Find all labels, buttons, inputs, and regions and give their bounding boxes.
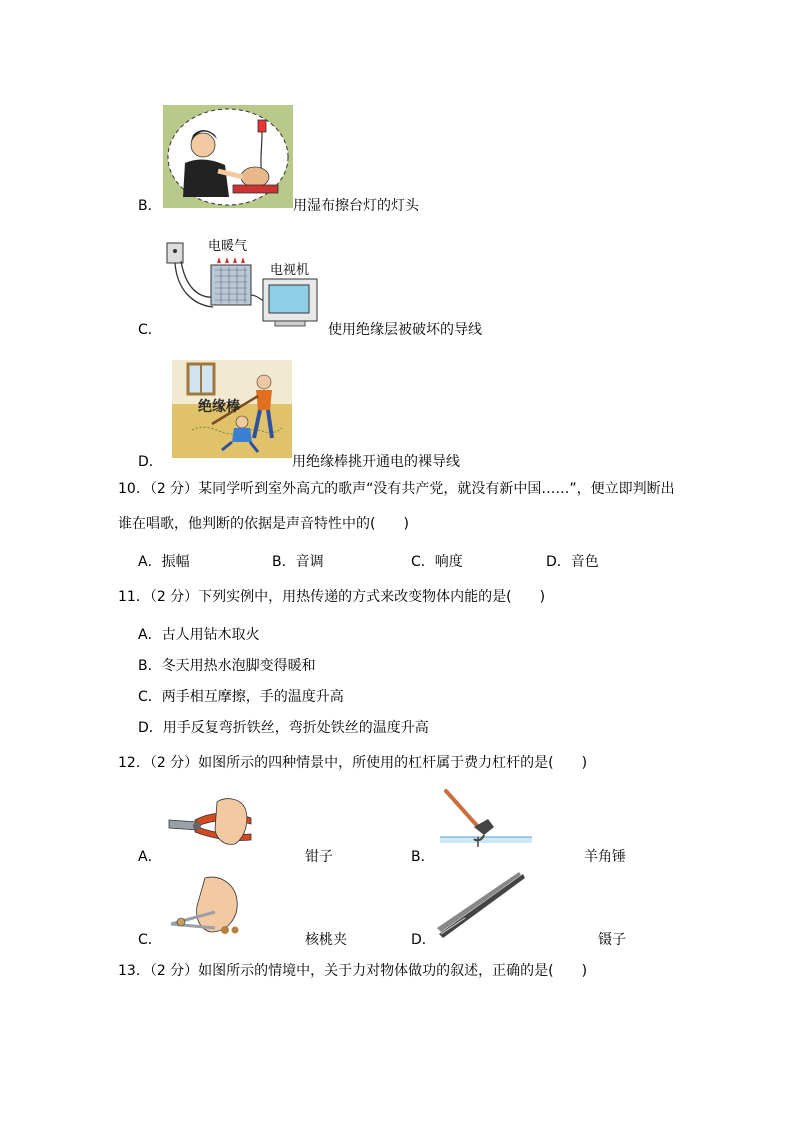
q10-option-b: B．音调: [272, 554, 324, 570]
q11-option-a: A．古人用钻木取火: [138, 627, 260, 643]
q12-option-b-letter: B．: [411, 849, 435, 865]
figure-claw-hammer: [440, 787, 532, 849]
q12-option-d-text: 镊子: [598, 932, 626, 948]
q10-option-a: A．振幅: [138, 554, 190, 570]
q12-option-a-letter: A．: [138, 849, 162, 865]
q11-option-b: B．冬天用热水泡脚变得暖和: [138, 658, 316, 674]
q13-stem: 13．（2 分）如图所示的情境中，关于力对物体做功的叙述，正确的是( ): [118, 963, 588, 979]
q10-stem-line2: 谁在唱歌，他判断的依据是声音特性中的( ): [118, 516, 409, 532]
q9-option-b-text: 用湿布擦台灯的灯头: [293, 198, 419, 214]
label-heater: 电暖气: [208, 239, 248, 254]
q11-stem: 11．（2 分）下列实例中，用热传递的方式来改变物体内能的是( ): [118, 589, 546, 605]
q10-stem-line1: 10．（2 分）某同学听到室外高亢的歌声“没有共产党，就没有新中国……”，便立即判断出: [118, 481, 675, 497]
label-insulated-rod: 绝缘棒: [198, 399, 240, 415]
q9-option-b-letter: B．: [138, 198, 162, 214]
figure-pliers: [165, 790, 255, 848]
q10-option-d: D．音色: [546, 554, 599, 570]
q12-option-d-letter: D．: [411, 932, 436, 948]
label-tv: 电视机: [270, 263, 310, 278]
figure-tweezers: [435, 868, 527, 940]
q9-option-d-text: 用绝缘棒挑开通电的裸导线: [292, 454, 460, 470]
q12-option-c-letter: C．: [138, 932, 162, 948]
q11-option-d: D．用手反复弯折铁丝，弯折处铁丝的温度升高: [138, 720, 429, 736]
figure-wet-cloth-lamp: [163, 105, 293, 208]
q9-option-d-letter: D．: [138, 454, 163, 470]
q12-stem: 12．（2 分）如图所示的四种情景中，所使用的杠杆属于费力杠杆的是( ): [118, 755, 588, 771]
figure-nutcracker: [165, 870, 247, 940]
q10-option-c: C．响度: [411, 554, 463, 570]
q12-option-c-text: 核桃夹: [305, 932, 347, 948]
q9-option-c-letter: C．: [138, 322, 162, 338]
q9-option-c-text: 使用绝缘层被破坏的导线: [328, 322, 482, 338]
q12-option-a-text: 钳子: [305, 849, 333, 865]
q12-option-b-text: 羊角锤: [584, 849, 626, 865]
q11-option-c: C．两手相互摩擦，手的温度升高: [138, 689, 344, 705]
